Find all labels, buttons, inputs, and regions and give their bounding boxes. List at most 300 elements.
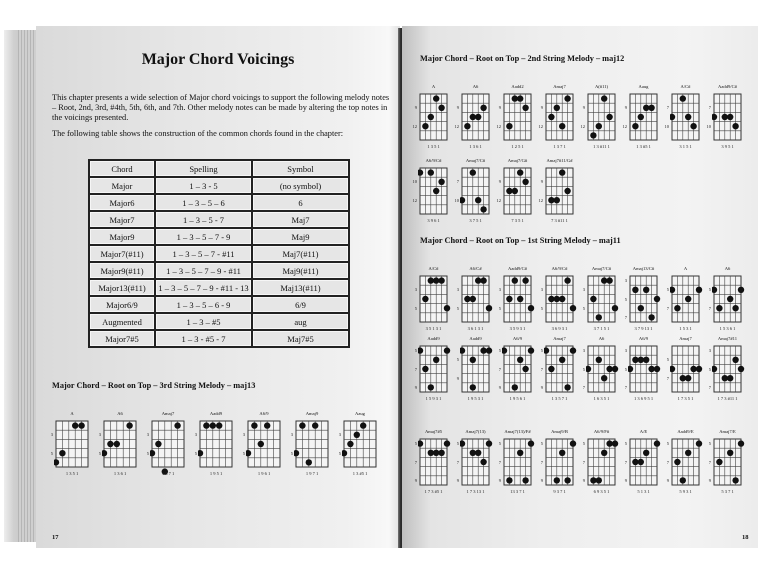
- fret-label-gutter: [620, 344, 628, 392]
- fret-number-label: 5: [194, 450, 197, 456]
- fret-number-label: 3: [338, 432, 341, 438]
- table-cell: Maj7(#11): [252, 245, 349, 262]
- fret-number-label: 3: [624, 278, 627, 284]
- finger-dot: [554, 477, 560, 483]
- chord-name: Aadd9/C#: [508, 266, 527, 271]
- fret-number-label: 5: [624, 366, 627, 372]
- fret-number-label: 9: [582, 477, 585, 483]
- chord-diagram: [238, 411, 286, 481]
- finger-dot: [475, 114, 481, 120]
- table-cell: 1 – 3 – 5 – 7 - 9: [155, 228, 252, 245]
- finger-dot: [299, 422, 305, 428]
- finger-dot: [727, 375, 733, 381]
- finger-dot: [203, 422, 209, 428]
- fretboard: [460, 437, 495, 499]
- finger-dot: [512, 384, 518, 390]
- fret-number-label: 10: [412, 179, 417, 185]
- finger-dot: [475, 450, 481, 456]
- interval-labels: 1 3 5 1: [427, 144, 440, 149]
- interval-labels: 3 5 1 3 1: [425, 326, 442, 331]
- table-row: [89, 211, 349, 228]
- fret-number-label: 12: [538, 197, 543, 203]
- fret-number-label: 12: [538, 123, 543, 129]
- finger-dot: [72, 422, 78, 428]
- chord-name: A(#11): [594, 84, 609, 89]
- interval-labels: 3 6 9 3 1: [551, 326, 568, 331]
- finger-dot: [528, 440, 534, 446]
- fret-number-label: 3: [146, 432, 149, 438]
- chord-name: Amaj7/G#: [507, 158, 528, 163]
- fretboard: [460, 166, 495, 228]
- finger-dot: [601, 95, 607, 101]
- fret-number-label: 5: [624, 296, 627, 302]
- table-cell: Major7(#11): [89, 245, 155, 262]
- finger-dot: [590, 296, 596, 302]
- fret-number-label: 7: [666, 459, 669, 465]
- chord-diagram: [452, 429, 494, 499]
- chord-diagram: [452, 158, 494, 228]
- fret-number-label: 3: [456, 287, 459, 293]
- interval-labels: 1 3 7 1: [161, 471, 175, 476]
- chord-name: Aaug: [638, 84, 649, 89]
- fret-number-label: 12: [412, 123, 417, 129]
- fretboard: [198, 419, 238, 481]
- page-number-right: 18: [742, 534, 749, 541]
- finger-dot: [638, 305, 644, 311]
- table-cell: Maj7: [252, 211, 349, 228]
- fret-number-label: 7: [540, 459, 543, 465]
- page-title: Major Chord Voicings: [141, 51, 295, 68]
- fret-label-gutter: [94, 419, 102, 467]
- chord-name: A6/9/C#: [425, 158, 442, 163]
- fret-label-gutter: [410, 344, 418, 392]
- chord-name: A6/9: [512, 336, 523, 341]
- table-cell: Major6: [89, 194, 155, 211]
- chord-name: A6/9/C#: [551, 266, 568, 271]
- fret-label-gutter: [662, 437, 670, 485]
- chord-diagram: [536, 158, 578, 228]
- chord-name: A/E: [639, 429, 648, 434]
- fret-number-label: 7: [708, 105, 711, 111]
- chord-name: Aadd9: [427, 336, 440, 341]
- finger-dot: [559, 169, 565, 175]
- table-cell: 6: [252, 194, 349, 211]
- interval-labels: 1 3 5 7 1: [551, 396, 568, 401]
- chord-diagram: [536, 429, 578, 499]
- chord-diagram: [578, 429, 620, 499]
- fret-number-label: 7: [456, 179, 459, 185]
- chord-name: Amaj7: [679, 336, 692, 341]
- finger-dot: [654, 440, 660, 446]
- finger-dot: [480, 459, 486, 465]
- chord-diagram: [494, 84, 536, 154]
- chord-diagram: [410, 266, 452, 336]
- table-cell: Major9: [89, 228, 155, 245]
- fret-label-gutter: [578, 344, 586, 392]
- finger-dot: [559, 123, 565, 129]
- finger-dot: [506, 477, 512, 483]
- chord-row-maj11-1: [410, 266, 746, 336]
- finger-dot: [727, 450, 733, 456]
- interval-labels: 3 6 1 3 1: [467, 326, 484, 331]
- table-cell: 1 – 3 – 5 – 6: [155, 194, 252, 211]
- finger-dot: [438, 105, 444, 111]
- finger-dot: [480, 206, 486, 212]
- fret-label-gutter: [142, 419, 150, 467]
- finger-dot: [422, 123, 428, 129]
- finger-dot: [601, 450, 607, 456]
- fret-label-gutter: [494, 344, 502, 392]
- fret-label-gutter: [578, 437, 586, 485]
- finger-dot: [126, 422, 132, 428]
- finger-dot: [59, 450, 65, 456]
- fret-number-label: 7: [666, 375, 669, 381]
- fret-label-gutter: [536, 437, 544, 485]
- finger-dot: [690, 123, 696, 129]
- fret-number-label: 7: [540, 366, 543, 372]
- finger-dot: [312, 422, 318, 428]
- fretboard: [54, 419, 94, 481]
- fret-number-label: 3: [414, 287, 417, 293]
- finger-dot: [486, 440, 492, 446]
- chord-diagram: [410, 336, 452, 406]
- finger-dot: [554, 105, 560, 111]
- finger-dot: [680, 95, 686, 101]
- chord-name: A: [70, 411, 74, 416]
- chord-name: Aadd9: [469, 336, 482, 341]
- chord-name: Amaj7(13)/F#: [504, 429, 531, 434]
- fretboard: [628, 344, 663, 406]
- fret-number-label: 9: [498, 179, 501, 185]
- fretboard: [502, 166, 537, 228]
- fret-label-gutter: [190, 419, 198, 467]
- finger-dot: [422, 366, 428, 372]
- finger-dot: [638, 459, 644, 465]
- fret-number-label: 9: [456, 105, 459, 111]
- finger-dot: [638, 114, 644, 120]
- interval-labels: 5 3 7 1: [721, 489, 734, 494]
- fret-number-label: 12: [496, 123, 501, 129]
- fret-number-label: 7: [582, 459, 585, 465]
- table-cell: 1 – 3 - #5 - 7: [155, 330, 252, 347]
- chord-name: Aadd9/C#: [718, 84, 737, 89]
- fret-label-gutter: [662, 344, 670, 392]
- fret-number-label: 5: [498, 348, 501, 354]
- interval-labels: 1 3 #11 1: [593, 144, 610, 149]
- interval-labels: 1 9 5 1: [209, 471, 223, 476]
- fretboard: [418, 437, 453, 499]
- chord-name: Amaj7/C#: [591, 266, 612, 271]
- fret-number-label: 9: [624, 477, 627, 483]
- interval-labels: 1 3 #5 1: [352, 471, 368, 476]
- interval-labels: 1 7 3 13 1: [466, 489, 485, 494]
- fret-label-gutter: [578, 92, 586, 140]
- fret-number-label: 7: [582, 384, 585, 390]
- fret-number-label: 5: [414, 348, 417, 354]
- fret-number-label: 5: [540, 441, 543, 447]
- finger-dot: [506, 123, 512, 129]
- interval-labels: 3 9 5 1: [721, 144, 734, 149]
- finger-dot: [596, 477, 602, 483]
- finger-dot: [438, 450, 444, 456]
- fret-number-label: 9: [456, 477, 459, 483]
- fret-number-label: 5: [708, 366, 711, 372]
- finger-dot: [685, 450, 691, 456]
- interval-labels: 1 9 5 3 1: [467, 396, 484, 401]
- fret-label-gutter: [452, 166, 460, 214]
- chord-row-maj12-2: [410, 158, 578, 228]
- finger-dot: [475, 197, 481, 203]
- finger-dot: [554, 197, 560, 203]
- finger-dot: [696, 366, 702, 372]
- finger-dot: [470, 384, 476, 390]
- table-row: [89, 177, 349, 194]
- fret-number-label: 5: [498, 441, 501, 447]
- chord-diagram: [494, 158, 536, 228]
- interval-labels: 1 9 5 6 1: [509, 396, 526, 401]
- finger-dot: [486, 305, 492, 311]
- chord-diagram: [662, 429, 704, 499]
- interval-labels: 7 3 5 1: [511, 218, 524, 223]
- finger-dot: [548, 114, 554, 120]
- interval-labels: 1 3 6 9 5 1: [633, 396, 654, 401]
- finger-dot: [590, 132, 596, 138]
- chord-row-maj13: [46, 411, 382, 481]
- chord-name: Aadd9: [209, 411, 223, 416]
- fretboard: [712, 274, 747, 336]
- page-stack-lines: [18, 30, 36, 542]
- finger-dot: [107, 441, 113, 447]
- interval-labels: 1 3 #5 1: [636, 144, 651, 149]
- fret-number-label: 7: [498, 459, 501, 465]
- fret-label-gutter: [410, 166, 418, 214]
- chord-name: A: [683, 266, 688, 271]
- chord-diagram: [410, 429, 452, 499]
- fret-number-label: 9: [540, 384, 543, 390]
- finger-dot: [438, 179, 444, 185]
- table-cell: 1 – 3 - 5: [155, 177, 252, 194]
- finger-dot: [570, 305, 576, 311]
- finger-dot: [674, 305, 680, 311]
- finger-dot: [601, 375, 607, 381]
- table-cell: 1 – 3 – 5 – 7 – 9 - #11: [155, 262, 252, 279]
- finger-dot: [732, 123, 738, 129]
- fretboard: [418, 92, 453, 154]
- fret-number-label: 9: [498, 384, 501, 390]
- finger-dot: [433, 357, 439, 363]
- chord-name: A/C#: [428, 266, 439, 271]
- fret-label-gutter: [536, 344, 544, 392]
- finger-dot: [480, 277, 486, 283]
- chord-name: Amaj9/B: [551, 429, 568, 434]
- table-row: [89, 279, 349, 296]
- chord-diagram: [578, 336, 620, 406]
- finger-dot: [564, 95, 570, 101]
- fret-number-label: 5: [540, 348, 543, 354]
- interval-labels: 1 3 5 1: [65, 471, 79, 476]
- fretboard: [628, 92, 663, 154]
- fret-number-label: 9: [624, 105, 627, 111]
- chord-row-maj12-1: [410, 84, 746, 154]
- chord-diagram: [410, 84, 452, 154]
- chord-diagram: [578, 266, 620, 336]
- fret-number-label: 12: [454, 123, 459, 129]
- fret-number-label: 12: [496, 197, 501, 203]
- fret-number-label: 9: [540, 105, 543, 111]
- finger-dot: [643, 450, 649, 456]
- finger-dot: [114, 441, 120, 447]
- fret-number-label: 7: [708, 305, 711, 311]
- chord-name: A/C#: [680, 84, 691, 89]
- fret-label-gutter: [46, 419, 54, 467]
- fret-label-gutter: [238, 419, 246, 467]
- fret-number-label: 9: [540, 179, 543, 185]
- finger-dot: [433, 95, 439, 101]
- finger-dot: [517, 357, 523, 363]
- fret-label-gutter: [494, 274, 502, 322]
- chord-name: A6/9/F#: [593, 429, 610, 434]
- interval-labels: 1 2 5 1: [511, 144, 524, 149]
- fret-number-label: 7: [414, 459, 417, 465]
- finger-dot: [528, 347, 534, 353]
- fret-number-label: 3: [194, 432, 197, 438]
- finger-dot: [612, 305, 618, 311]
- chord-diagram: [620, 84, 662, 154]
- finger-dot: [564, 188, 570, 194]
- table-cell: 1 – 3 – 5 – 7 – 9 - #11 - 13: [155, 279, 252, 296]
- chord-name: Aadd2: [511, 84, 524, 89]
- right-page: [402, 26, 758, 548]
- fretboard: [670, 92, 705, 154]
- page-number-left: 17: [52, 534, 59, 541]
- chord-diagram: [536, 84, 578, 154]
- fret-number-label: 7: [708, 459, 711, 465]
- fret-number-label: 5: [708, 441, 711, 447]
- table-row: [89, 262, 349, 279]
- finger-dot: [251, 422, 257, 428]
- finger-dot: [738, 440, 744, 446]
- fretboard: [102, 419, 142, 481]
- chord-name: Amaj7: [553, 84, 566, 89]
- chord-name: Aadd9/E: [677, 429, 694, 434]
- fret-number-label: 3: [98, 432, 101, 438]
- finger-dot: [428, 169, 434, 175]
- chord-name: Amaj7#11: [717, 336, 738, 341]
- table-cell: Major7#5: [89, 330, 155, 347]
- finger-dot: [486, 347, 492, 353]
- finger-dot: [422, 296, 428, 302]
- interval-labels: 1 5 9 3 1: [425, 396, 442, 401]
- fretboard: [712, 92, 747, 154]
- left-page: [36, 26, 400, 548]
- fret-number-label: 5: [666, 287, 669, 293]
- finger-dot: [732, 477, 738, 483]
- finger-dot: [522, 277, 528, 283]
- chord-diagram: [704, 266, 746, 336]
- interval-labels: 3 7 9 13 1: [634, 326, 653, 331]
- chord-name: Amaj7/C#: [465, 158, 486, 163]
- finger-dot: [528, 305, 534, 311]
- table-row: [89, 313, 349, 330]
- chord-diagram: [620, 336, 662, 406]
- finger-dot: [685, 375, 691, 381]
- chord-diagram: [334, 411, 382, 481]
- table-cell: Major9(#11): [89, 262, 155, 279]
- chord-diagram: [662, 84, 704, 154]
- chord-name: A6/9: [259, 411, 269, 416]
- fret-number-label: 9: [540, 477, 543, 483]
- finger-dot: [78, 422, 84, 428]
- finger-dot: [596, 357, 602, 363]
- finger-dot: [654, 366, 660, 372]
- finger-dot: [428, 114, 434, 120]
- finger-dot: [612, 440, 618, 446]
- fretboard: [294, 419, 334, 481]
- fret-number-label: 3: [582, 348, 585, 354]
- table-cell: Major7: [89, 211, 155, 228]
- fret-number-label: 10: [454, 197, 459, 203]
- fretboard: [544, 344, 579, 406]
- table-cell: 1 – 3 – 5 – 6 - 9: [155, 296, 252, 313]
- finger-dot: [696, 287, 702, 293]
- finger-dot: [512, 277, 518, 283]
- fret-number-label: 7: [498, 366, 501, 372]
- fretboard: [586, 274, 621, 336]
- fretboard: [418, 274, 453, 336]
- fret-number-label: 7: [624, 314, 627, 320]
- chord-name: A6: [117, 411, 123, 416]
- fretboard: [712, 437, 747, 499]
- table-row: [89, 194, 349, 211]
- fret-number-label: 5: [146, 450, 149, 456]
- finger-dot: [264, 422, 270, 428]
- fret-number-label: 3: [540, 287, 543, 293]
- finger-dot: [438, 277, 444, 283]
- finger-dot: [522, 179, 528, 185]
- fret-number-label: 3: [708, 348, 711, 354]
- finger-dot: [570, 440, 576, 446]
- fret-number-label: 7: [708, 384, 711, 390]
- chord-diagram: [704, 84, 746, 154]
- table-cell: Major6/9: [89, 296, 155, 313]
- finger-dot: [606, 277, 612, 283]
- fretboard: [460, 344, 495, 406]
- table-cell: (no symbol): [252, 177, 349, 194]
- interval-labels: 6 9 3 5 1: [593, 489, 610, 494]
- fretboard: [502, 437, 537, 499]
- fret-number-label: 5: [242, 450, 245, 456]
- fret-number-label: 9: [498, 105, 501, 111]
- chord-name: Amaj9: [305, 411, 319, 416]
- chord-diagram: [452, 266, 494, 336]
- finger-dot: [685, 114, 691, 120]
- fret-label-gutter: [578, 274, 586, 322]
- fret-number-label: 5: [414, 305, 417, 311]
- fret-number-label: 3: [624, 348, 627, 354]
- finger-dot: [210, 422, 216, 428]
- table-cell: aug: [252, 313, 349, 330]
- chord-diagram: [578, 84, 620, 154]
- finger-dot: [596, 314, 602, 320]
- intro-paragraph-1: This chapter presents a wide selection of Major chord voicings to support the following melody notes – Root, 2nd, 3rd, #4th, 5th, 6th, and 7th. Other melody notes can be made by altering the top notes in the voicings presented.: [52, 93, 390, 122]
- fret-number-label: 5: [414, 441, 417, 447]
- finger-dot: [564, 384, 570, 390]
- interval-labels: 3 1 5 1: [679, 144, 692, 149]
- fret-number-label: 10: [706, 123, 711, 129]
- chord-diagram: [536, 266, 578, 336]
- fret-number-label: 5: [456, 305, 459, 311]
- fretboard: [502, 344, 537, 406]
